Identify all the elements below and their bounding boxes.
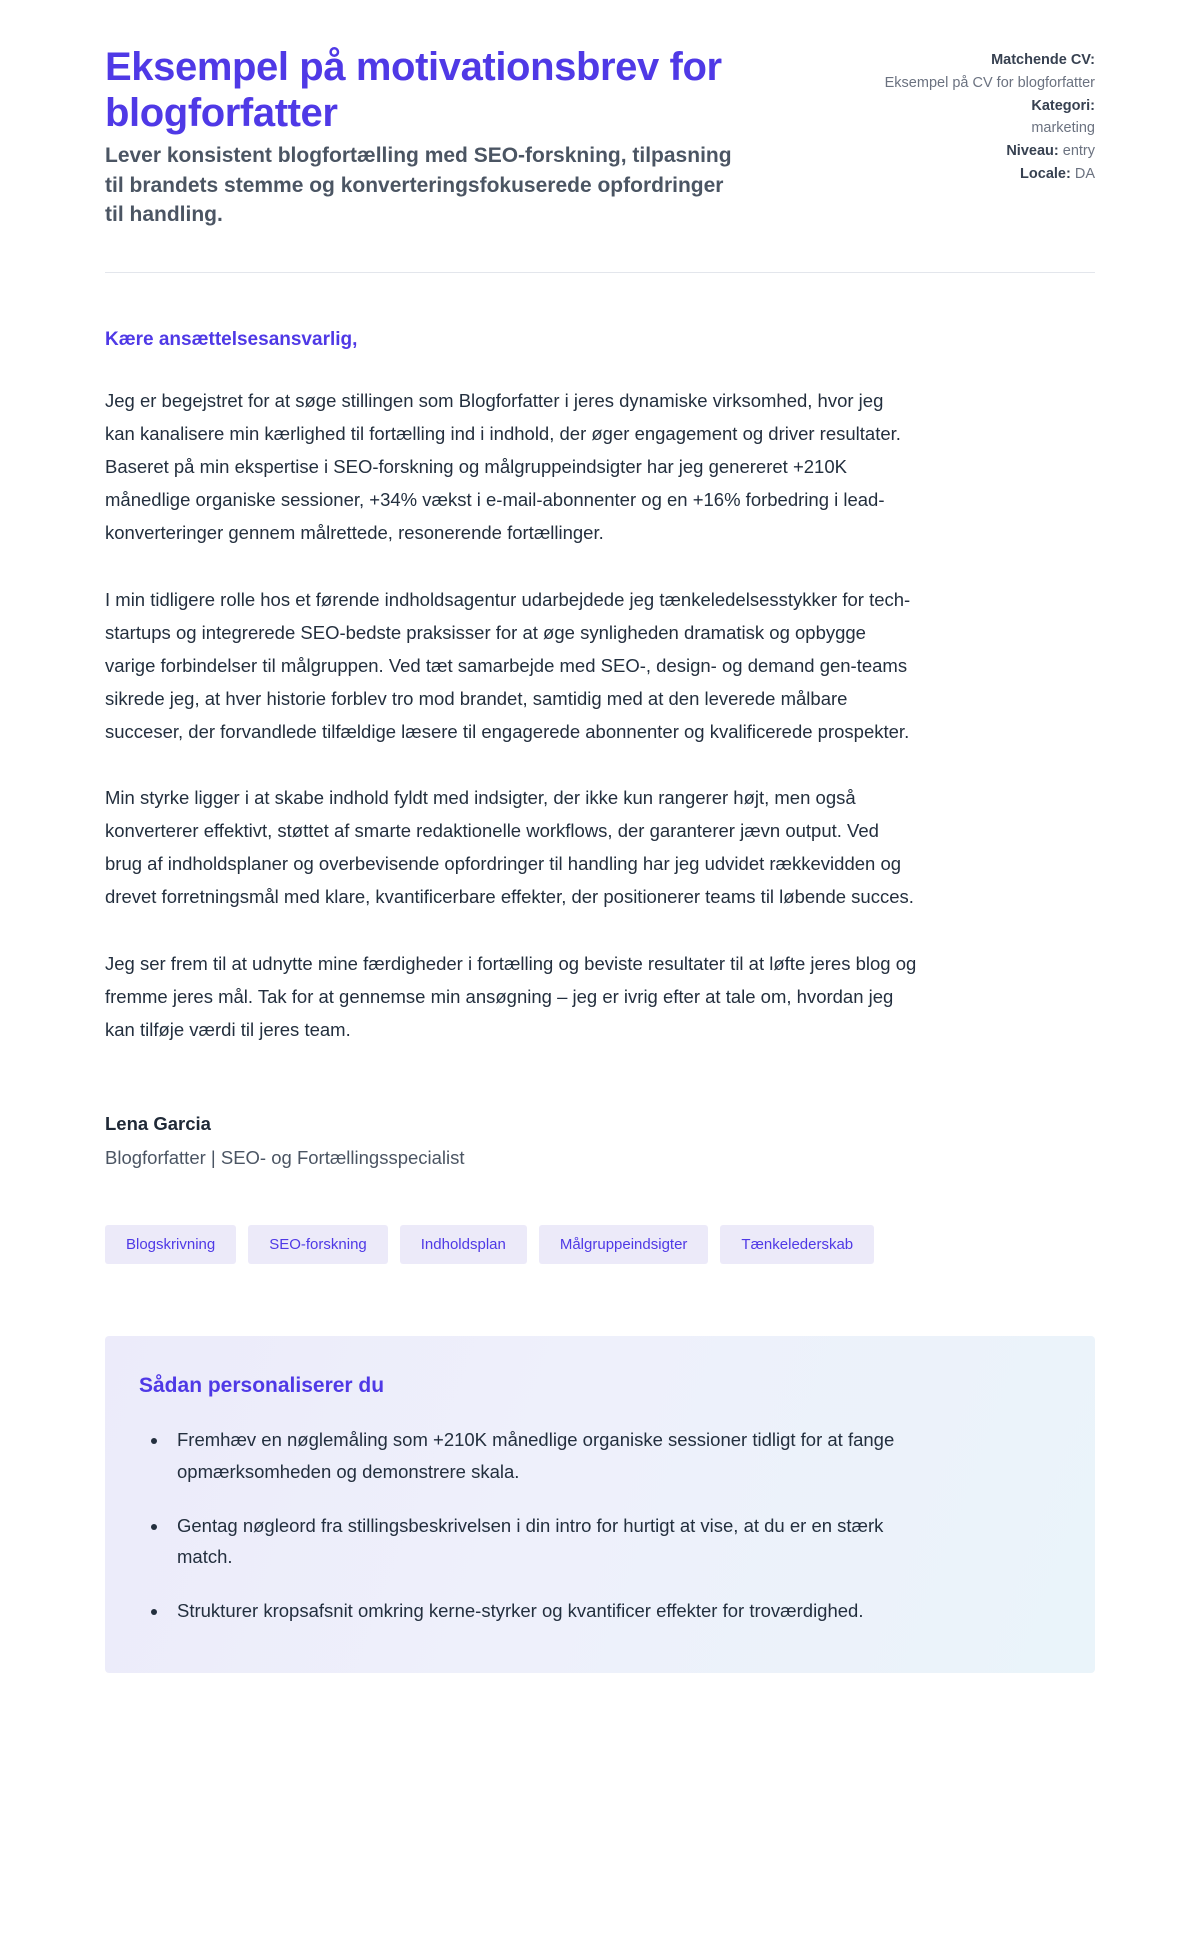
tips-list-item: • Gentag nøgleord fra stillingsbeskrivelsen i din intro for hurtigt at vise, at du er en stærk match. — [169, 1510, 929, 1574]
skill-tag[interactable]: Målgruppeindsigter — [539, 1225, 709, 1264]
skill-tag[interactable]: Indholdsplan — [400, 1225, 527, 1264]
letter-body — [105, 273, 1095, 1673]
meta-category — [880, 96, 1095, 118]
tips-list — [139, 1424, 1061, 1627]
tips-list-item: • Fremhæv en nøglemåling som +210K månedlige organiske sessioner tidligt for at fange opmærksomheden og demonstrere skala. — [169, 1424, 929, 1488]
meta-matching-cv-value: Eksempel på CV for blogforfatter — [884, 74, 1095, 91]
skill-tag[interactable]: Tænkelederskab — [720, 1225, 874, 1264]
signature-role: Blogforfatter | SEO- og Fortællingsspecialist — [105, 1146, 465, 1168]
signature-name: Lena Garcia — [105, 1112, 211, 1134]
meta-category-label: Kategori: — [1031, 97, 1095, 114]
personalization-tips-panel — [105, 1336, 1095, 1673]
letter-paragraph: Jeg ser frem til at udnytte mine færdigheder i fortælling og beviste resultater til at løfte jeres blog og fremme jeres mål. Tak for at gennemse min ansøgning – jeg er ivrig efter at tale om, hvordan jeg kan tilføje værdi til jeres team. — [105, 953, 917, 1040]
meta-matching-cv-value-row — [880, 73, 1095, 95]
meta-category-value-row — [880, 118, 1095, 140]
meta-matching-cv-label: Matchende CV: — [991, 52, 1095, 68]
page-subtitle: Lever konsistent blogfortælling med SEO-forskning, tilpasning til brandets stemme og konverteringsfokuserede opfordringer til handling. — [105, 143, 732, 227]
skill-tag[interactable]: SEO-forskning — [248, 1225, 388, 1264]
skill-tag-list — [105, 1225, 1095, 1264]
document-header — [105, 44, 1095, 273]
document-metadata — [880, 44, 1095, 187]
letter-paragraph: Min styrke ligger i at skabe indhold fyldt med indsigter, der ikke kun rangerer højt, men også konverterer effektivt, støttet af smarte redaktionelle workflows, der garanterer jævn output. Ved brug af indholdsplaner og overbevisende opfordringer til handling har jeg udvidet rækkevidden og drevet forretningsmål med klare, kvantificerbare effekter, der positionerer teams til løbende succes. — [105, 787, 914, 908]
page-title: Eksempel på motivationsbrev for blogforfatter — [105, 45, 722, 136]
tips-list-item: • Strukturer kropsafsnit omkring kerne-styrker og kvantificer effekter for troværdighed. — [169, 1595, 929, 1627]
letter-paragraph: Jeg er begejstret for at søge stillingen som Blogforfatter i jeres dynamiske virksomhed, hvor jeg kan kanalisere min kærlighed til fortælling ind i indhold, der øger engagement og driver resultater. Baseret på min ekspertise i SEO-forskning og målgruppeindsigter har jeg genereret +210K månedlige organiske sessioner, +34% vækst i e-mail-abonnenter og en +16% forbedring i lead-konverteringer gennem målrettede, resonerende fortællinger. — [105, 390, 901, 543]
signature-block — [105, 1113, 1095, 1169]
meta-matching-cv — [880, 50, 1095, 72]
meta-locale-value: DA — [1074, 165, 1095, 182]
meta-level-value: entry — [1062, 143, 1095, 159]
tips-panel-title: Sådan personaliserer du — [139, 1373, 385, 1397]
meta-locale-label: Locale: — [1020, 165, 1071, 182]
meta-level — [880, 141, 1095, 163]
meta-level-label: Niveau: — [1006, 143, 1059, 159]
letter-paragraph: I min tidligere rolle hos et førende indholdsagentur udarbejdede jeg tænkeledelsesstykker for tech-startups og integrerede SEO-bedste praksisser for at øge synligheden dramatisk og opbygge varige forbindelser til målgruppen. Ved tæt samarbejde med SEO-, design- og demand gen-teams sikrede jeg, at hver historie forblev tro mod brandet, samtidig med at den leverede målbare succeser, der forvandlede tilfældige læsere til engagerede abonnenter og kvalificerede prospekter. — [105, 588, 911, 742]
header-title-block — [105, 44, 840, 230]
letter-salutation: Kære ansættelsesansvarlig, — [105, 329, 358, 351]
meta-locale — [880, 164, 1095, 186]
skill-tag[interactable]: Blogskrivning — [105, 1225, 236, 1264]
meta-category-value: marketing — [1031, 120, 1095, 137]
